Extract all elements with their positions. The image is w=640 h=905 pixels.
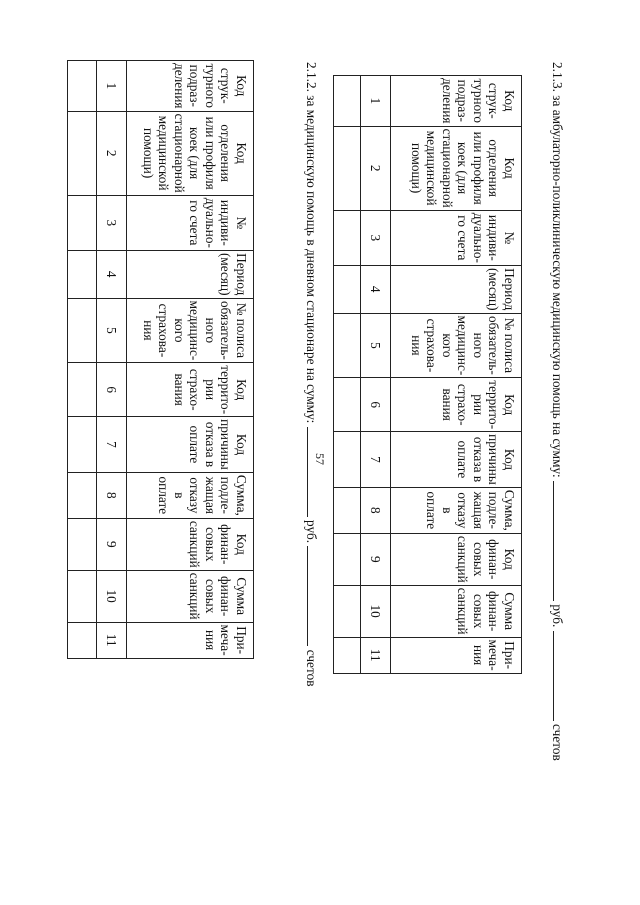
column-header: Код террито- рии страхо- вания	[391, 378, 522, 432]
column-header: № индиви- дуально- го счета	[127, 195, 254, 250]
sum-field-outpatient	[553, 481, 566, 601]
table-1-number-row	[97, 61, 127, 659]
table-cell	[334, 585, 361, 637]
column-header: Сумма, подле- жащая отказу в оплате	[391, 487, 522, 533]
count-field-day-hospital	[307, 546, 320, 646]
table-cell	[68, 61, 97, 112]
table-cell	[334, 210, 361, 265]
table-cell	[334, 533, 361, 585]
table-cell	[334, 637, 361, 673]
count-label-day-hospital: счетов	[304, 649, 319, 687]
column-header: № полиса обязатель- ного медицинс- кого страхова- ния	[391, 313, 522, 378]
column-header: № индиви- дуально- го счета	[391, 210, 522, 265]
column-number: 7	[361, 432, 391, 488]
column-number: 9	[361, 533, 391, 585]
count-field-outpatient	[553, 631, 566, 721]
table-cell	[68, 518, 97, 570]
column-header: Сумма финан- совых санкций	[127, 570, 254, 622]
column-number: 3	[361, 210, 391, 265]
table-cell	[68, 472, 97, 518]
column-number: 6	[97, 363, 127, 417]
table-cell	[68, 111, 97, 195]
column-header: Код отделения или профиля коек (для стационарной медицинской помощи)	[391, 126, 522, 210]
caption-day-hospital-text: 2.1.2. за медицинскую помощь в дневном стационаре на сумму:	[304, 62, 319, 424]
column-number: 4	[97, 250, 127, 298]
count-label-outpatient: счетов	[550, 724, 565, 761]
column-number: 5	[97, 298, 127, 363]
column-number: 1	[361, 76, 391, 127]
currency-day-hospital: руб.	[304, 520, 319, 544]
table-cell	[334, 487, 361, 533]
table-cell	[334, 76, 361, 127]
column-header: Код финан- совых санкций	[391, 533, 522, 585]
column-header: Сумма финан- совых санкций	[391, 585, 522, 637]
page-number: 57	[313, 453, 327, 465]
column-number: 8	[361, 487, 391, 533]
column-header: Код отделения или профиля коек (для стационарной медицинской помощи)	[127, 111, 254, 195]
table-cell	[68, 298, 97, 363]
table-2	[333, 75, 522, 674]
table-2-header-row	[391, 76, 522, 674]
currency-outpatient: руб.	[550, 604, 565, 628]
column-number: 2	[361, 126, 391, 210]
column-header: Код террито- рии страхо- вания	[127, 363, 254, 417]
table-2-grid	[333, 75, 522, 674]
table-cell	[68, 417, 97, 473]
column-number: 11	[97, 622, 127, 658]
table-1	[67, 60, 254, 659]
column-number: 7	[97, 417, 127, 473]
table-cell	[68, 250, 97, 298]
table-cell	[68, 570, 97, 622]
column-number: 1	[97, 61, 127, 112]
column-header: Период (месяц)	[127, 250, 254, 298]
column-number: 6	[361, 378, 391, 432]
table-2-data-row	[334, 76, 361, 674]
caption-day-hospital	[302, 62, 320, 882]
table-1-data-row	[68, 61, 97, 659]
column-number: 9	[97, 518, 127, 570]
column-header: Период (месяц)	[391, 265, 522, 313]
column-number: 10	[97, 570, 127, 622]
table-cell	[68, 363, 97, 417]
column-header: Код финан- совых санкций	[127, 518, 254, 570]
table-cell	[334, 432, 361, 488]
table-cell	[334, 313, 361, 378]
column-header: № полиса обязатель- ного медицинс- кого страхова- ния	[127, 298, 254, 363]
table-1-grid	[67, 60, 254, 659]
sum-field-day-hospital	[307, 427, 320, 517]
column-number: 8	[97, 472, 127, 518]
table-cell	[68, 622, 97, 658]
column-header: Сумма, подле- жащая отказу в оплате	[127, 472, 254, 518]
column-number: 4	[361, 265, 391, 313]
caption-outpatient-text: 2.1.3. за амбулаторно-поликлиническую медицинскую помощь на сумму:	[550, 62, 565, 478]
table-2-number-row	[361, 76, 391, 674]
table-1-header-row	[127, 61, 254, 659]
table-cell	[334, 126, 361, 210]
caption-outpatient	[548, 62, 566, 882]
column-header: Код струк- турного подраз- деления	[391, 76, 522, 127]
table-cell	[68, 195, 97, 250]
column-header: Код причины отказа в оплате	[127, 417, 254, 473]
column-header: При- меча- ния	[127, 622, 254, 658]
column-header: При- меча- ния	[391, 637, 522, 673]
column-header: Код причины отказа в оплате	[391, 432, 522, 488]
table-cell	[334, 265, 361, 313]
column-number: 5	[361, 313, 391, 378]
column-number: 2	[97, 111, 127, 195]
column-header: Код струк- турного подраз- деления	[127, 61, 254, 112]
column-number: 10	[361, 585, 391, 637]
column-number: 11	[361, 637, 391, 673]
column-number: 3	[97, 195, 127, 250]
table-cell	[334, 378, 361, 432]
